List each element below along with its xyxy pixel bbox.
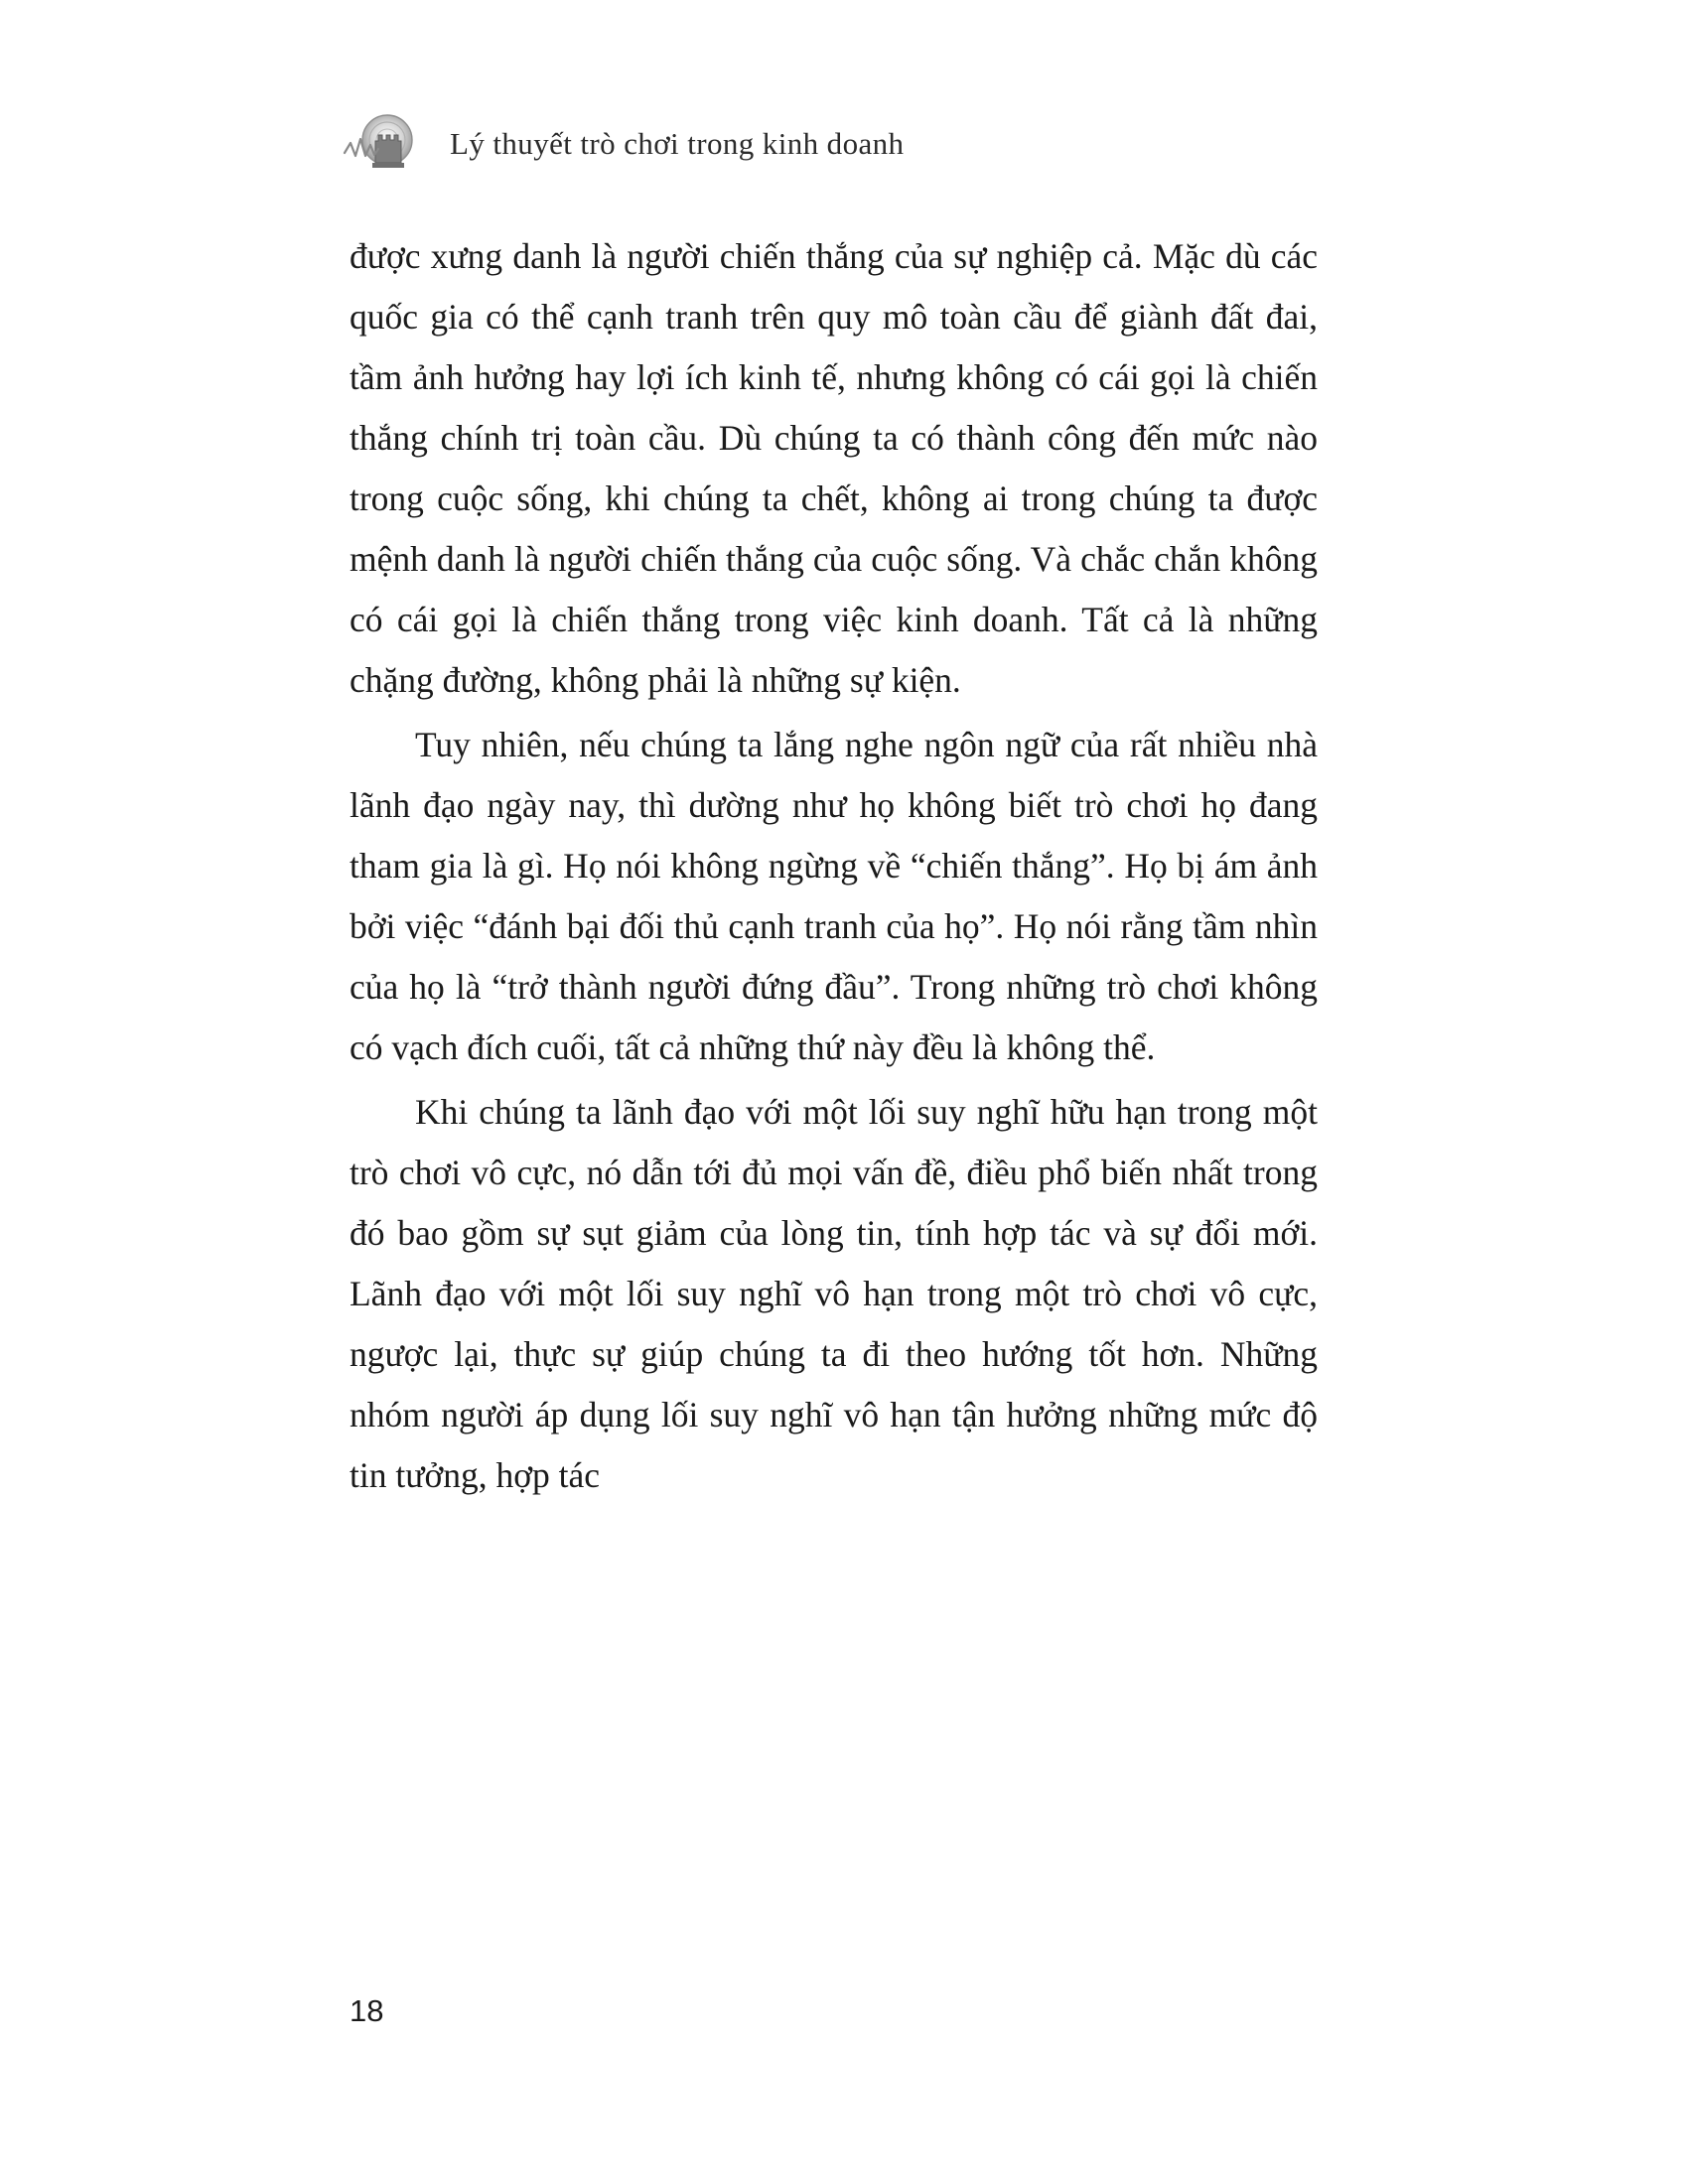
paragraph: Tuy nhiên, nếu chúng ta lắng nghe ngôn ngữ của rất nhiều nhà lãnh đạo ngày nay, thì dường như họ không biết trò chơi họ đang tham gia là gì. Họ nói không ngừng về “chiến thắng”. Họ bị ám ảnh bởi việc “đánh bại đối thủ cạnh tranh của họ”. Họ nói rằng tầm nhìn của họ là “trở thành người đứng đầu”. Trong những trò chơi không có vạch đích cuối, tất cả những thứ này đều là không thể.	[350, 725, 1318, 1067]
chess-rook-emblem-icon	[343, 111, 428, 177]
running-head	[343, 111, 904, 177]
page-number: 18	[350, 1993, 384, 2028]
page-body	[350, 226, 1318, 1510]
paragraph: được xưng danh là người chiến thắng của sự nghiệp cả. Mặc dù các quốc gia có thể cạnh tranh trên quy mô toàn cầu để giành đất đai, tầm ảnh hưởng hay lợi ích kinh tế, nhưng không có cái gọi là chiến thắng chính trị toàn cầu. Dù chúng ta có thành công đến mức nào trong cuộc sống, khi chúng ta chết, không ai trong chúng ta được mệnh danh là người chiến thắng của cuộc sống. Và chắc chắn không có cái gọi là chiến thắng trong việc kinh doanh. Tất cả là những chặng đường, không phải là những sự kiện.	[350, 236, 1318, 700]
header-title: Lý thuyết trò chơi trong kinh doanh	[450, 126, 905, 161]
paragraph: Khi chúng ta lãnh đạo với một lối suy nghĩ hữu hạn trong một trò chơi vô cực, nó dẫn tới đủ mọi vấn đề, điều phổ biến nhất trong đó bao gồm sự sụt giảm của lòng tin, tính hợp tác và sự đổi mới. Lãnh đạo với một lối suy nghĩ vô hạn trong một trò chơi vô cực, ngược lại, thực sự giúp chúng ta đi theo hướng tốt hơn. Những nhóm người áp dụng lối suy nghĩ vô hạn tận hưởng những mức độ tin tưởng, hợp tác	[350, 1092, 1318, 1495]
